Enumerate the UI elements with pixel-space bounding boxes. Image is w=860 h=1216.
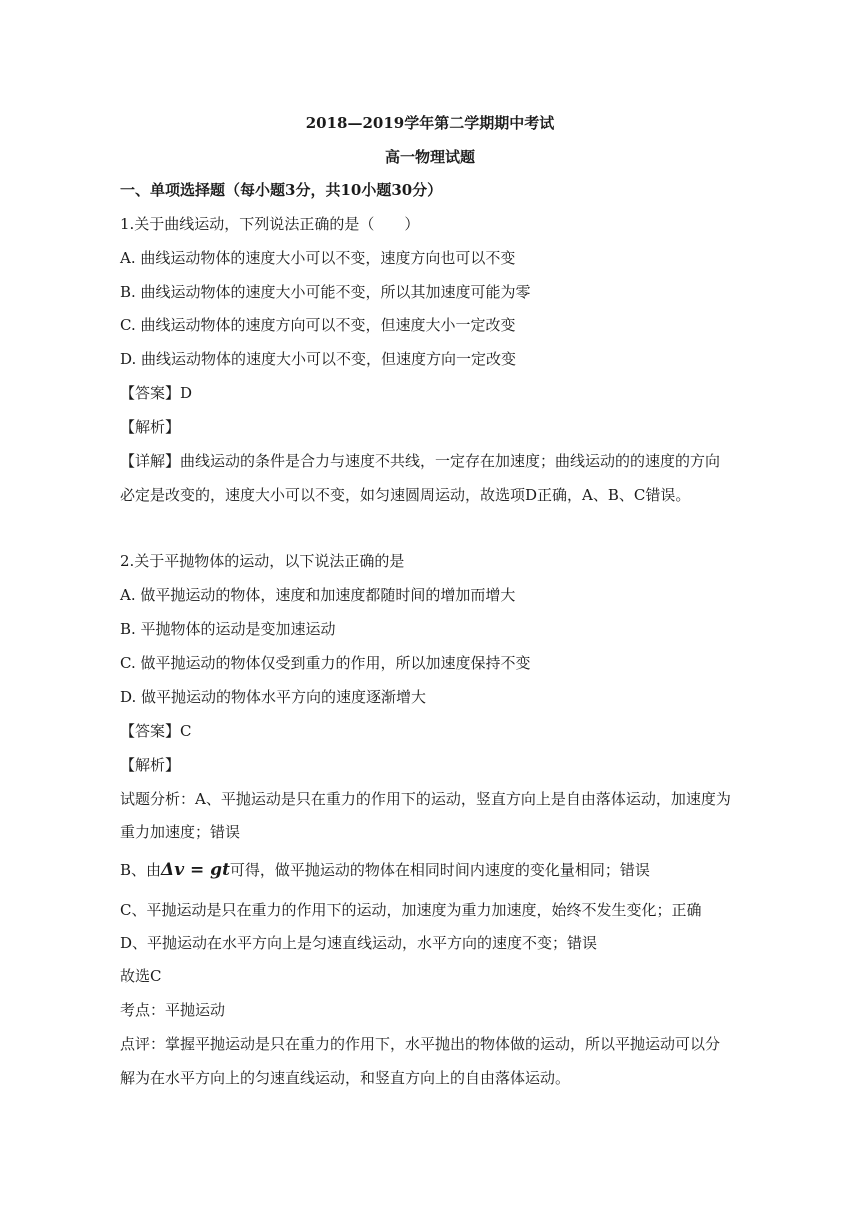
question-2-analysis-label: 【解析】 — [120, 756, 181, 774]
question-2-kaodian: 考点：平抛运动 — [120, 1001, 226, 1019]
delta-v-formula: Δv = gt — [161, 860, 230, 880]
question-2-answer: 【答案】C — [120, 722, 192, 740]
question-2-option-c: C. 做平抛运动的物体仅受到重力的作用，所以加速度保持不变 — [120, 654, 531, 672]
question-2-option-d: D. 做平抛运动的物体水平方向的速度逐渐增大 — [120, 688, 427, 706]
question-1-stem: 1.关于曲线运动，下列说法正确的是（ ） — [120, 215, 420, 233]
question-2-comment-line-2: 解为在水平方向上的匀速直线运动，和竖直方向上的自由落体运动。 — [120, 1069, 571, 1087]
question-2-analysis-a-line-1: 试题分析：A、平抛运动是只在重力的作用下的运动，竖直方向上是自由落体运动，加速度为 — [120, 790, 731, 808]
question-2-analysis-c: C、平抛运动是只在重力的作用下的运动，加速度为重力加速度，始终不发生变化；正确 — [120, 901, 702, 919]
question-1-option-b: B. 曲线运动物体的速度大小可能不变，所以其加速度可能为零 — [120, 283, 531, 301]
question-1-option-d: D. 曲线运动物体的速度大小可以不变，但速度方向一定改变 — [120, 350, 517, 368]
question-2-option-b: B. 平抛物体的运动是变加速运动 — [120, 620, 336, 638]
exam-subtitle: 高一物理试题 — [384, 148, 475, 166]
question-2-analysis-a-line-2: 重力加速度；错误 — [120, 823, 241, 841]
question-2-comment-line-1: 点评：掌握平抛运动是只在重力的作用下，水平抛出的物体做的运动，所以平抛运动可以分 — [120, 1035, 721, 1053]
question-1-option-c: C. 曲线运动物体的速度方向可以不变，但速度大小一定改变 — [120, 316, 516, 334]
question-2-analysis-d: D、平抛运动在水平方向上是匀速直线运动，水平方向的速度不变；错误 — [120, 934, 598, 952]
question-1-option-a: A. 曲线运动物体的速度大小可以不变，速度方向也可以不变 — [120, 249, 516, 267]
exam-title: 2018—2019学年第二学期期中考试 — [305, 114, 555, 132]
question-1-answer: 【答案】D — [120, 384, 193, 402]
question-1-detail-line-2: 必定是改变的，速度大小可以不变，如匀速圆周运动，故选项D正确，A、B、C错误。 — [120, 486, 691, 504]
analysis-b-suffix: 可得，做平抛运动的物体在相同时间内速度的变化量相同；错误 — [229, 861, 650, 879]
question-2-choose: 故选C — [120, 967, 162, 985]
question-2-analysis-b — [120, 860, 760, 880]
question-2-stem: 2.关于平抛物体的运动，以下说法正确的是 — [120, 552, 405, 570]
question-2-option-a: A. 做平抛运动的物体，速度和加速度都随时间的增加而增大 — [120, 586, 516, 604]
question-1-detail-line-1: 【详解】曲线运动的条件是合力与速度不共线，一定存在加速度；曲线运动的的速度的方向 — [120, 452, 721, 470]
question-1-analysis-label: 【解析】 — [120, 418, 181, 436]
section-heading: 一、单项选择题（每小题3分，共10小题30分） — [120, 181, 443, 199]
analysis-b-prefix: B、由 — [120, 861, 162, 879]
